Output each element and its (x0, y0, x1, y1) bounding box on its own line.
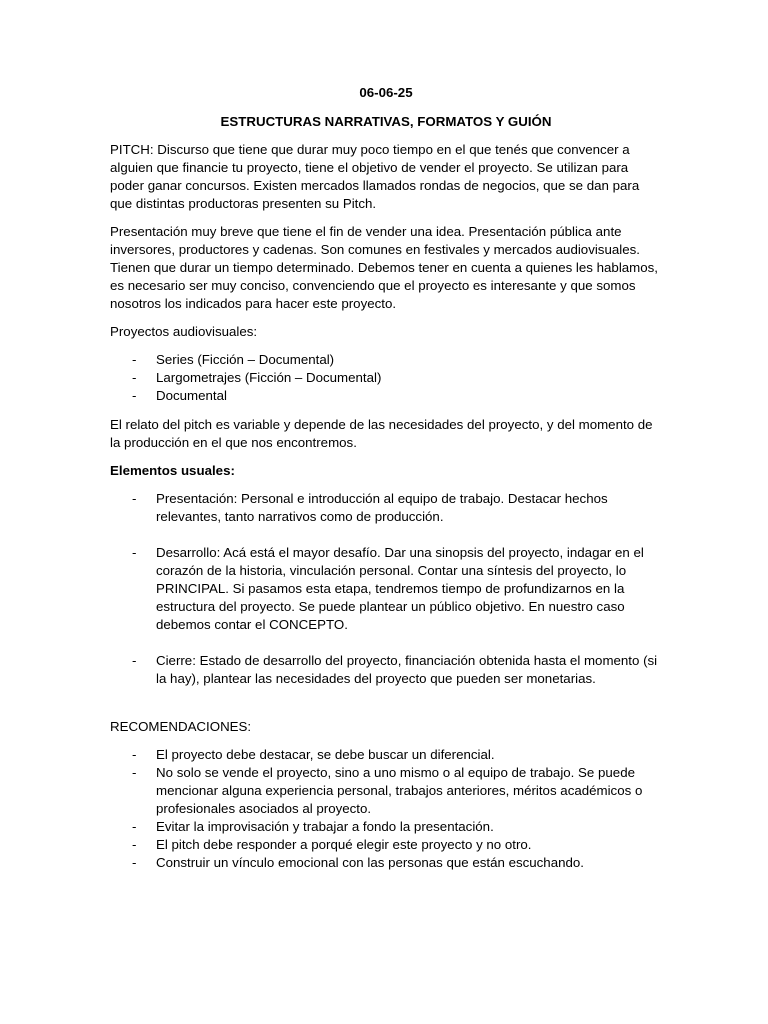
list-item (110, 387, 662, 405)
list-item-text: Construir un vínculo emocional con las personas que están escuchando. (156, 855, 584, 870)
list-item-text: El proyecto debe destacar, se debe buscar un diferencial. (156, 747, 495, 762)
list-item-text: Largometrajes (Ficción – Documental) (156, 370, 382, 385)
list-item-text: Desarrollo: Acá está el mayor desafío. Dar una sinopsis del proyecto, indagar en el corazón de la historia, vinculación personal. Contar una síntesis del proyecto, lo PRINCIPAL. Si pasamos esta etapa, tendremos tiempo de profundizarnos en la estructura del proyecto. Se puede plantear un público objetivo. En nuestro caso debemos contar el CONCEPTO. (156, 545, 644, 632)
document-title: ESTRUCTURAS NARRATIVAS, FORMATOS Y GUIÓN (220, 114, 552, 129)
presentation-paragraph: Presentación muy breve que tiene el fin de vender una idea. Presentación pública ante inversores, productores y cadenas. Son comunes en festivales y mercados audiovisuales. Tienen que durar un tiempo determinado. Debemos tener en cuenta a quienes les hablamos, es necesario ser muy conciso, convenciendo que el proyecto es interesante y que somos nosotros los indicados para hacer este proyecto. (110, 224, 658, 311)
list-item (110, 369, 662, 387)
dash-marker: - (132, 653, 137, 668)
dash-marker: - (132, 388, 137, 403)
list-item-text: No solo se vende el proyecto, sino a uno mismo o al equipo de trabajo. Se puede mencionar alguna experiencia personal, trabajos anteriores, méritos académicos o profesionales asociados al proyecto. (156, 765, 643, 816)
list-item (110, 544, 662, 634)
list-item (110, 652, 662, 688)
document-date: 06-06-25 (359, 85, 413, 100)
list-item (110, 764, 662, 818)
list-item-text: Documental (156, 388, 227, 403)
recommendations-list (110, 746, 662, 872)
dash-marker: - (132, 352, 137, 367)
dash-marker: - (132, 370, 137, 385)
dash-marker: - (132, 545, 137, 560)
dash-marker: - (132, 491, 137, 506)
dash-marker: - (132, 765, 137, 780)
list-item (110, 351, 662, 369)
list-item (110, 836, 662, 854)
projects-list (110, 351, 662, 405)
relato-paragraph: El relato del pitch es variable y depende de las necesidades del proyecto, y del momento de la producción en el que nos encontremos. (110, 417, 653, 450)
list-item-text: Series (Ficción – Documental) (156, 352, 335, 367)
list-item (110, 818, 662, 836)
dash-marker: - (132, 855, 137, 870)
dash-marker: - (132, 837, 137, 852)
list-item-text: Evitar la improvisación y trabajar a fondo la presentación. (156, 819, 494, 834)
dash-marker: - (132, 819, 137, 834)
dash-marker: - (132, 747, 137, 762)
pitch-paragraph: PITCH: Discurso que tiene que durar muy poco tiempo en el que tenés que convencer a alguien que financie tu proyecto, tiene el objetivo de vender el proyecto. Se utilizan para poder ganar concursos. Existen mercados llamados rondas de negocios, que se dan para que distintas productoras presenten su Pitch. (110, 142, 640, 211)
list-item-text: El pitch debe responder a porqué elegir este proyecto y no otro. (156, 837, 532, 852)
list-item (110, 854, 662, 872)
document-page (110, 84, 662, 883)
list-item (110, 490, 662, 526)
elements-list (110, 490, 662, 688)
recommendations-heading: RECOMENDACIONES: (110, 719, 252, 734)
list-item-text: Presentación: Personal e introducción al equipo de trabajo. Destacar hechos relevantes, tanto narrativos como de producción. (156, 491, 608, 524)
elements-heading: Elementos usuales: (110, 463, 235, 478)
list-item (110, 746, 662, 764)
projects-heading: Proyectos audiovisuales: (110, 324, 258, 339)
list-item-text: Cierre: Estado de desarrollo del proyecto, financiación obtenida hasta el momento (si la hay), plantear las necesidades del proyecto que pueden ser monetarias. (156, 653, 658, 686)
